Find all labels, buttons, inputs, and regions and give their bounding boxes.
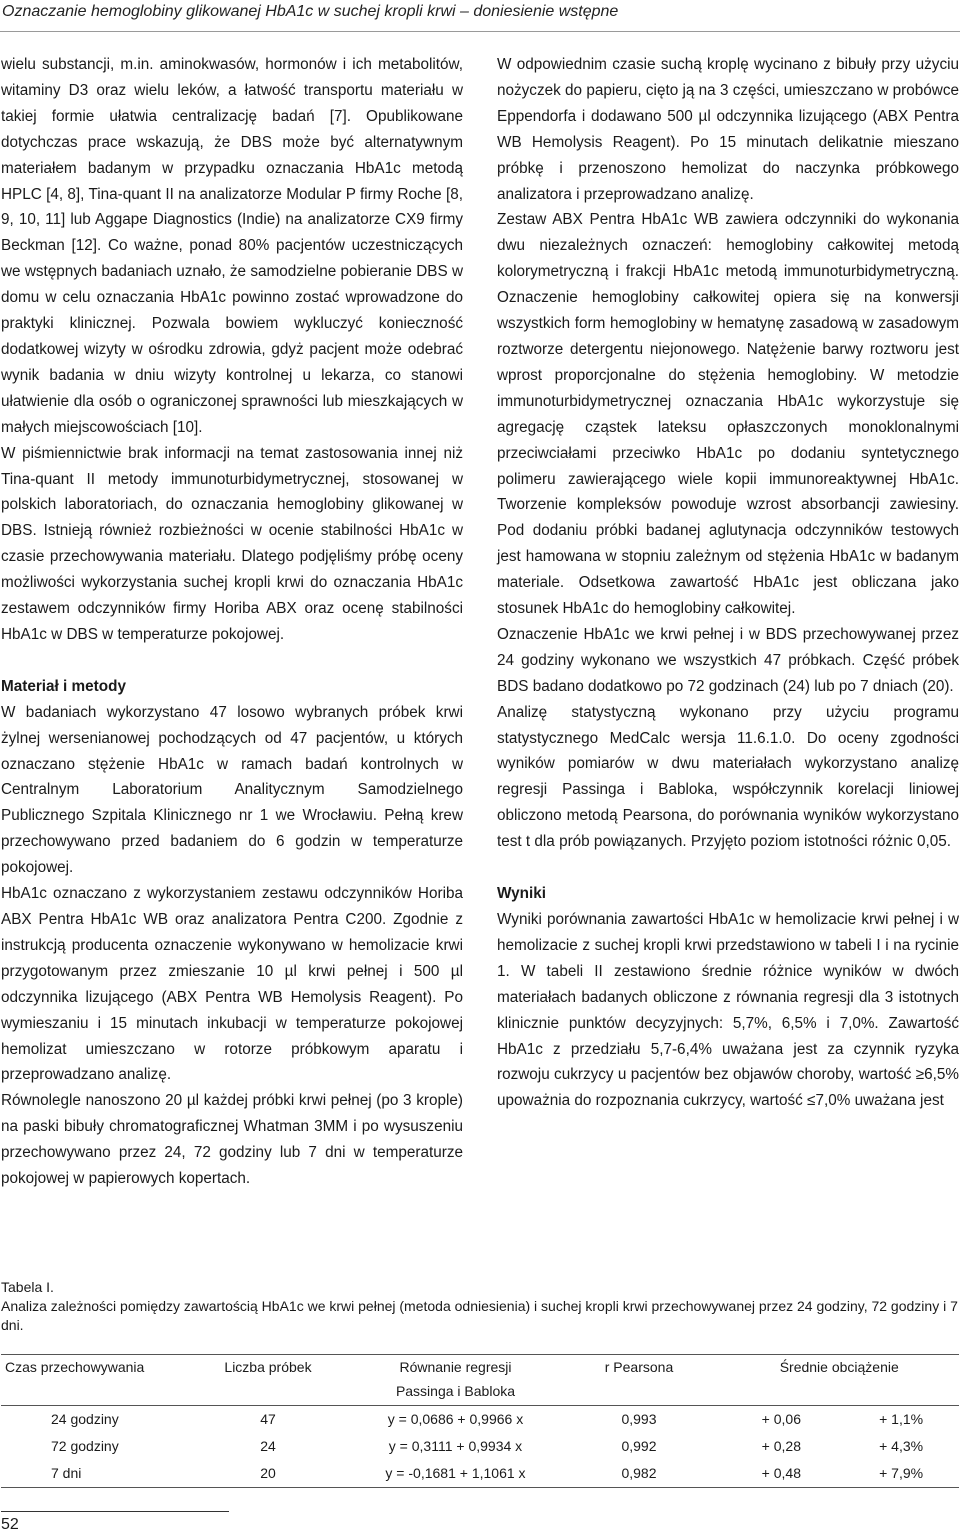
left-column bbox=[1, 52, 463, 1192]
table-row bbox=[1, 1433, 959, 1460]
cell-count: 20 bbox=[184, 1460, 353, 1488]
table-label: Tabela I. bbox=[1, 1279, 54, 1295]
right-paragraph-1: W odpowiednim czasie suchą kroplę wycinano z bibuły przy użyciu nożyczek do papieru, cięto ją na 3 części, umieszczano w probówce Eppendorfa i dodawano 500 µl odczynnika lizującego (ABX Pentra WB Hemolysis Reagent). Po 15 minutach delikatnie mieszano próbkę i przenoszono hemolizat do naczynka próbkowego analizatora i przeprowadzano analizę. bbox=[497, 56, 959, 203]
right-paragraph-2: Zestaw ABX Pentra HbA1c WB zawiera odczynniki do wykonania dwu niezależnych oznaczeń: hemoglobiny całkowitej metodą kolorymetryczną i frakcji HbA1c metodą immunoturbidymetryczną. Oznaczenie hemoglobiny całkowitej opiera się na konwersji wszystkich form hemoglobiny w hematynę zasadową w zasadowym roztworze detergentu niejonowego. Natężenie barwy roztworu jest wprost proporcjonalne do stężenia hemoglobiny. W metodzie immunoturbidymetrycznej oznaczania HbA1c wykorzystuje się agregację cząstek lateksu opłaszczonych monoklonalnymi przeciwciałami przeciwko HbA1c po dodaniu syntetycznego polimeru zawierającego wiele kopii immunoreaktywnej HbA1c. Tworzenie kompleksów powoduje wzrost absorbancji zawiesiny. Pod dodaniu próbki badanej aglutynacja odczynników testowych jest hamowana w stopniu zależnym od stężenia HbA1c w badanym materiale. Odsetkowa zawartość HbA1c jest obliczana jako stosunek HbA1c do hemoglobiny całkowitej. bbox=[497, 211, 959, 618]
header-regression bbox=[352, 1355, 558, 1406]
right-paragraph-4: Analizę statystyczną wykonano przy użyciu programu statystycznego MedCalc wersja 11.6.1.0. Do oceny zgodności wyników pomiarów w dwu materiałach wykorzystano analizę regresji Passinga i Babloka, współczynnik korelacji liniowej obliczono metodą Pearsona, do porównania wyników wykorzystano test t dla prób powiązanych. Przyjęto poziom istotności różnic 0,05. bbox=[497, 703, 959, 851]
section-spacer bbox=[1, 648, 463, 674]
left-paragraph-4: HbA1c oznaczano z wykorzystaniem zestawu odczynników Horiba ABX Pentra HbA1c WB oraz analizatora Pentra C200. Zgodnie z instrukcją producenta oznaczenie wykonywano w hemolizacie krwi przygotowanym przez zmieszanie 10 µl krwi pełnej i 500 µl odczynnika lizującego (ABX Pentra WB Hemolysis Reagent). Po wymieszaniu i 15 minutach inkubacji w temperaturze pokojowej hemolizat umieszczano w rotorze próbkowym aparatu i przeprowadzano analizę. bbox=[1, 885, 463, 1084]
results-table bbox=[1, 1354, 959, 1488]
cell-bias-rel: + 4,3% bbox=[879, 1438, 924, 1454]
cell-bias-abs: + 0,48 bbox=[719, 1460, 843, 1488]
cell-storage: 72 godziny bbox=[51, 1438, 119, 1454]
section-heading-methods: Materiał i metody bbox=[1, 677, 126, 695]
cell-regression: y = 0,0686 + 0,9966 x bbox=[387, 1411, 524, 1427]
cell-bias-rel: + 7,9% bbox=[843, 1460, 959, 1488]
header-regression-line1: Równanie regresji bbox=[399, 1359, 512, 1375]
header-pearson: r Pearsona bbox=[559, 1355, 720, 1406]
header-bias: Średnie obciążenie bbox=[719, 1355, 959, 1406]
cell-count: 24 bbox=[260, 1438, 276, 1454]
left-paragraph-5: Równolegle nanoszono 20 µl każdej próbki krwi pełnej (po 3 krople) na paski bibuły chromatograficznej Whatman 3MM i po wysuszeniu przechowywano przez 24, 72 godziny lub 7 dni w temperaturze pokojowej w papierowych kopertach. bbox=[1, 1092, 463, 1188]
table-block bbox=[1, 1278, 959, 1481]
table-row bbox=[1, 1406, 959, 1434]
right-paragraph-5: Wyniki porównania zawartości HbA1c w hemolizacie krwi pełnej i w hemolizacie z suchej kropli krwi przedstawiono w tabeli I i na rycinie 1. W tabeli II zestawiono średnie różnice wyników w dwóch materiałach badanych obliczone z równania regresji dla 3 istotnych klinicznie punktów decyzyjnych: 5,7%, 6,5% i 7,0%. Zawartość HbA1c z przedziału 5,7-6,4% uważana jest za czynnik ryzyka rozwoju cukrzycy u pacjentów bez objawów choroby, wartość ≥6,5% upoważnia do rozpoznania cukrzycy, wartość ≤7,0% uważana jest bbox=[497, 911, 959, 1110]
cell-bias-abs: + 0,28 bbox=[761, 1438, 801, 1454]
table-caption: Analiza zależności pomiędzy zawartością HbA1c we krwi pełnej (metoda odniesienia) i suchej kropli krwi przechowywanej przez 24 godziny, 72 godziny i 7 dni. bbox=[1, 1298, 958, 1333]
header-storage: Czas przechowywania bbox=[1, 1355, 184, 1406]
cell-count: 47 bbox=[260, 1411, 276, 1427]
cell-pearson: 0,982 bbox=[559, 1460, 720, 1488]
cell-regression: y = -0,1681 + 1,1061 x bbox=[352, 1460, 558, 1488]
table-row bbox=[1, 1460, 959, 1488]
cell-bias-abs: + 0,06 bbox=[761, 1411, 801, 1427]
cell-bias-rel: + 1,1% bbox=[879, 1411, 924, 1427]
header-rule bbox=[0, 31, 960, 32]
cell-pearson: 0,993 bbox=[621, 1411, 657, 1427]
footer-rule bbox=[1, 1511, 229, 1512]
right-paragraph-3: Oznaczenie HbA1c we krwi pełnej i w BDS przechowywanej przez 24 godziny wykonano we wszystkich 47 próbkach. Część próbek BDS badano dodatkowo po 72 godzinach (24) lub po 7 dniach (20). bbox=[497, 625, 959, 695]
cell-storage: 24 godziny bbox=[51, 1411, 119, 1427]
running-header: Oznaczanie hemoglobiny glikowanej HbA1c w suchej kropli krwi – doniesienie wstępne bbox=[2, 3, 619, 20]
page-number: 52 bbox=[1, 1516, 19, 1533]
header-count: Liczba próbek bbox=[184, 1355, 353, 1406]
left-paragraph-2: W piśmiennictwie brak informacji na temat zastosowania innej niż Tina-quant II metody immunoturbidymetrycznej, stosowanej w polskich laboratoriach, do oznaczania hemoglobiny glikowanej w DBS. Istnieją również rozbieżności w ocenie stabilności HbA1c w czasie przechowywania materiału. Dlatego podjęliśmy próbę oceny możliwości wykorzystania suchej kropli krwi do oznaczania HbA1c zestawem odczynników firmy Horiba ABX oraz ocenę stabilności HbA1c w DBS w temperaturze pokojowej. bbox=[1, 444, 463, 643]
table-header-row bbox=[1, 1355, 959, 1406]
right-column bbox=[497, 52, 959, 1114]
section-spacer bbox=[497, 855, 959, 881]
left-paragraph-1: wielu substancji, m.in. aminokwasów, hormonów i ich metabolitów, witaminy D3 oraz wielu leków, a łatwość transportu materiału w takiej formie ułatwia centralizację badań [7]. Opublikowane dotychczas prace wskazują, że DBS może być alternatywnym materiałem badanym w przypadku oznaczania HbA1c metodą HPLC [4, 8], Tina-quant II na analizatorze Modular P firmy Roche [8, 9, 10, 11] lub Aggape Diagnostics (Indie) na analizatorze CX9 firmy Beckman [12]. Co ważne, ponad 80% pacjentów uczestniczących we wstępnych badaniach uznało, że samodzielne pobieranie DBS w domu w celu oznaczania HbA1c powinno zostać wprowadzone do praktyki klinicznej. Pozwala bowiem wykluczyć konieczność dodatkowej wizyty w ośrodku zdrowia, gdyż pacjent może odebrać wynik badania w dniu wizyty kontrolnej u lekarza, co stanowi ułatwienie dla osób o ograniczonej sprawności lub mieszkających w małych miejscowościach [10]. bbox=[1, 56, 463, 436]
cell-storage: 7 dni bbox=[1, 1460, 184, 1488]
section-heading-results: Wyniki bbox=[497, 885, 547, 903]
cell-pearson: 0,992 bbox=[621, 1438, 657, 1454]
cell-regression: y = 0,3111 + 0,9934 x bbox=[388, 1438, 523, 1454]
left-paragraph-3: W badaniach wykorzystano 47 losowo wybranych próbek krwi żylnej wersenianowej pochodzących od 47 pacjentów, u których oznaczano stężenie HbA1c w ramach badań kontrolnych w Centralnym Laboratorium Analitycznym Samodzielnego Publicznego Szpitala Klinicznego nr 1 we Wrocławiu. Pełną krew przechowywano przed badaniem do 6 godzin w temperaturze pokojowej. bbox=[1, 703, 463, 877]
header-regression-line2: Passinga i Babloka bbox=[395, 1383, 516, 1399]
